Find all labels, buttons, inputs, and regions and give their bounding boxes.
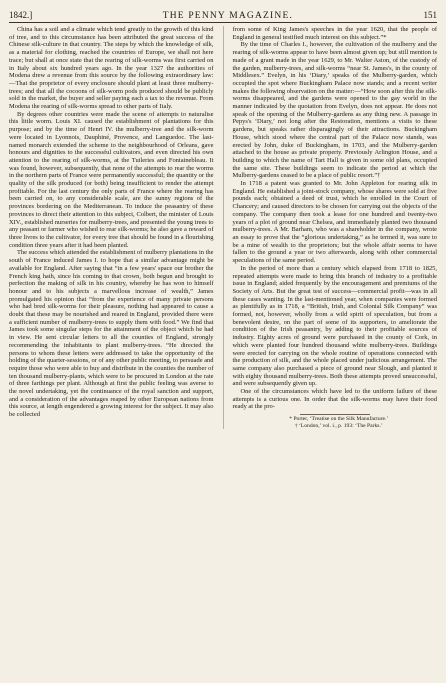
paragraph: from some of King James's speeches in the year 1620, that the people of England in general testified much interest on this subject.”* xyxy=(232,26,437,41)
paragraph: The success which attended the establishment of mulberry plantations in the south of France induced James I. to hope that a similar advantage might be available for England. After saying that “in a few years' space our brother the French king hath, since his coming to that crown, both begun and brought to perfection the making of silk in his country, whereby he has won to himself honour and to his subjects a marvellous increase of wealth,” James promulgated his opinion that “from the experience of many private persons who had bred silk-worms for their pleasure, nothing had appeared to cause a doubt that these may be nourished and reared in England, provided there were a sufficient number of mulberry-trees to supply them with food.” We find that James took some singular steps for the attainment of the object which he had in view. He sent circular letters to all the counties of England, strongly recommending the inhabitants to plant mulberry-trees. “He directed the persons to whom these letters were addressed to take the opportunity of the holding of the quarter-sessions, or of any other public meeting, to persuade and require those who were able to buy and distribute in the counties the number of ten thousand mulberry-plants, which were to be procured in London at the rate of three farthings per plant. Although at first the public feeling was averse to the novel undertaking, yet the continuance of the royal sanction and support, and a consideration of the advantages reaped by other European nations from this source, at length engendered a growing interest for the subject. It may also be collected xyxy=(9,249,214,419)
footnote-divider xyxy=(300,414,370,415)
paragraph: In 1718 a patent was granted to Mr. John Appleton for rearing silk in England. He established a joint-stock company, whose shares were sold at five pounds each; obtained a deed of trust, which he enrolled in the Court of Chancery; and caused directors to be chosen for carrying out the objects of the company. The company then took a lease for one hundred and twenty-two years of a plot of ground near Chelsea, and immediately planted two thousand mulberry-trees. A Mr. Barham, who was a shareholder in the company, wrote an essay to prove that the “glorious undertaking,” as he termed it, was sure to be a mine of wealth to the proprietors; but the whole affair seems to have fallen to the ground a year or two afterwards, along with other commercial speculations of the same period. xyxy=(232,180,437,265)
footnote: * Porter, ‘Treatise on the Silk Manufacture.’ xyxy=(289,416,389,423)
paragraph: By the time of Charles I., however, the cultivation of the mulberry and the rearing of silk-worms appear to have been almost given up; but still mention is made of a grant made in the year 1629, to Mr. Walter Aston, of the custody of the garden, mulberry-trees, and silk-worms “near St. James's, in the county of Middlesex.” Evelyn, in his ‘Diary,’ speaks of the Mulberry-garden, which occupied the spot where Buckingham Palace now stands; and a recent writer makes the following observation on the matter:—“How soon after this the silk-worms disappeared, and the gardens were opened to the gay world in the manner indicated by the quotation from Evelyn, does not appear. He does not speak of the opening of the Mulberry-gardens as any thing new. A passage in Pepys's ‘Diary,’ not long after the Restoration, mentions a visits to these gardens, but speaks rather disparagingly of their attractions. Buckingham House, which stood where the central part of the Palace now stands, was erected by John, duke of Buckingham, in 1703, and the Mulberry-garden attached to the house as private property. Previously Arlington House, and a building to which the name of Tart Hall is given in some old plans, occupied the same site. These buildings seem to indicate the period at which the Mulberry-gardens ceased to be a place of public resort.”† xyxy=(232,41,437,180)
left-column xyxy=(9,26,214,429)
page-header xyxy=(9,9,437,23)
header-date: 1842.] xyxy=(9,10,33,20)
paragraph: China has a soil and a climate which tend greatly to the growth of this kind of tree, and to this circumstance has been attributed the great success of the Chinese silk-culture in that country. The steps by which the knowledge of silk, as a material for clothing, reached the countries of Europe, we shall not here trace; but shall at once state that the rearing of silk-worms was first carried on in Italy about six hundred years ago. In the year 1327 the authorities of Modena drew a revenue from this source by the following extraordinary law:—That the proprietor of every enclosure should plant at least three mulberry-trees; and that all the cocoons of silk-worm pods produced should be publicly sold in the market, the buyer and seller paying each a tax to the revenue. From Modena the rearing of silk-worms spread to other parts of Italy. xyxy=(9,26,214,111)
footnote: † ‘London,’ vol. i., p. 193: ‘The Parks.’ xyxy=(294,422,383,429)
article-columns xyxy=(9,26,437,429)
paragraph: By degrees other countries were made the scene of attempts to naturalise this little worm. Louis XI. caused the establishment of plantations for this purpose; and by the time of Henri IV. the mulberry-tree and the silk-worm were located in Lyonnois, Dauphiné, Provence, and Languedoc. The last-named monarch extended the scheme to the neighbourhood of Orleans, gave honours and dignities to the successful cultivators, and even directed his own attention to the rearing of silk-worms, at the Tuileries and Fontainebleau. It was found, however, subsequently, that none of the attempts to rear the worms in the northern parts of France were permanently successful; the quantity or the quality of the silk produced (or both) being insufficient to render the attempt profitable. For the last century the only parts of France where the rearing has been carried on, to any considerable scale, are the sunny regions of the provinces bordering on the Mediterranean. To induce the peasantry of these provinces to direct their attention to this subject, Colbert, the minister of Louis XIV., established nurseries for mulberry-trees, and presented the young trees to any peasant or farmer who wished to rear silk-worms; he also gave a reward of three livres to the cultivator, for every tree that should be found in a flourishing condition three years after it had been planted. xyxy=(9,110,214,249)
right-column xyxy=(233,26,438,429)
page-number: 151 xyxy=(423,10,437,20)
masthead-title: THE PENNY MAGAZINE. xyxy=(162,11,294,21)
column-divider xyxy=(223,26,224,429)
paragraph: One of the circumstances which have led to the uniform failure of these attempts is a curious one. In order that the silk-worms may have their food ready at the pro- xyxy=(232,388,437,411)
paragraph: In the period of more than a century which elapsed from 1718 to 1825, repeated attempts were made to bring this branch of industry to a profitable issue in England; aided frequently by the encouragement and premiums of the Society of Arts. But the great test of success—commercial profit—was in all these cases wanting. In the last-mentioned year, when companies were formed as plentifully as in 1718, a “British, Irish, and Colonial Silk Company” was formed, not, however, wholly from a wild spirit of speculation, but from a benevolent desire, on the part of some of its supporters, to ameliorate the condition of the Irish peasantry, by adding to their profitable sources of industry. Eighty acres of ground were purchased in the county of Cork, in which were planted four hundred thousand white mulberry-trees. Buildings were erected for carrying on the whole routine of operations connected with the production of silk, and the whole placed under judicious arrangement. The same company also purchased a piece of ground near Slough, and planted it with eighty thousand mulberry-trees. Both these attempts proved unsuccessful, and were subsequently given up. xyxy=(232,264,437,388)
